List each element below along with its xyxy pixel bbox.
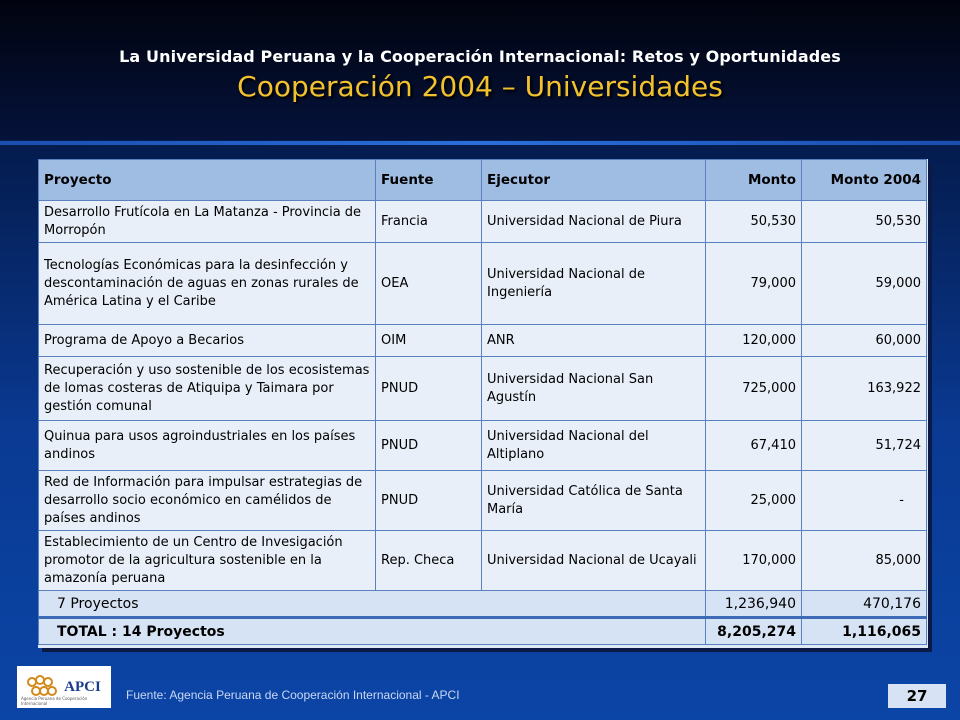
cell-ejecutor: Universidad Nacional de Ucayali <box>482 531 706 591</box>
cell-monto-2004: 51,724 <box>802 421 927 471</box>
column-header-proyecto: Proyecto <box>39 160 376 201</box>
total-monto: 8,205,274 <box>706 618 802 645</box>
cell-fuente: PNUD <box>376 357 482 421</box>
cell-monto: 25,000 <box>706 471 802 531</box>
cell-monto: 67,410 <box>706 421 802 471</box>
column-header-monto: Monto <box>706 160 802 201</box>
summary-monto-2004: 470,176 <box>802 591 927 618</box>
table-header-row <box>39 160 927 201</box>
cell-fuente: PNUD <box>376 421 482 471</box>
cell-proyecto: Recuperación y uso sostenible de los ecosistemas de lomas costeras de Atiquipa y Taimara por gestión comunal <box>39 357 376 421</box>
cell-monto-2004: 163,922 <box>802 357 927 421</box>
table-row <box>39 325 927 357</box>
cell-monto: 79,000 <box>706 243 802 325</box>
projects-table <box>38 159 927 645</box>
summary-monto: 1,236,940 <box>706 591 802 618</box>
cell-fuente: OEA <box>376 243 482 325</box>
column-header-ejecutor: Ejecutor <box>482 160 706 201</box>
total-row <box>39 618 927 645</box>
logo-text: APCI <box>64 678 101 695</box>
cell-fuente: Francia <box>376 201 482 243</box>
cell-ejecutor: Universidad Nacional del Altiplano <box>482 421 706 471</box>
table-row <box>39 471 927 531</box>
column-header-monto-2004: Monto 2004 <box>802 160 927 201</box>
cell-monto-2004: 50,530 <box>802 201 927 243</box>
cell-monto-2004: - <box>802 471 927 531</box>
cell-ejecutor: Universidad Nacional de Piura <box>482 201 706 243</box>
cell-proyecto: Red de Información para impulsar estrategias de desarrollo socio económico en camélidos de países andinos <box>39 471 376 531</box>
cell-proyecto: Establecimiento de un Centro de Invesigación promotor de la agricultura sostenible en la amazonía peruana <box>39 531 376 591</box>
cell-proyecto: Tecnologías Económicas para la desinfección y descontaminación de aguas en zonas rurales de América Latina y el Caribe <box>39 243 376 325</box>
header-divider <box>0 141 960 145</box>
cell-monto-2004: 85,000 <box>802 531 927 591</box>
cell-proyecto: Quinua para usos agroindustriales en los países andinos <box>39 421 376 471</box>
cell-monto-2004: 59,000 <box>802 243 927 325</box>
apci-logo <box>17 666 111 708</box>
total-monto-2004: 1,116,065 <box>802 618 927 645</box>
summary-label: 7 Proyectos <box>39 591 706 618</box>
cell-monto: 725,000 <box>706 357 802 421</box>
cell-ejecutor: Universidad Católica de Santa María <box>482 471 706 531</box>
column-header-fuente: Fuente <box>376 160 482 201</box>
table-row <box>39 531 927 591</box>
page-number: 27 <box>888 684 946 708</box>
cell-monto-2004: 60,000 <box>802 325 927 357</box>
cell-ejecutor: ANR <box>482 325 706 357</box>
slide-title: Cooperación 2004 – Universidades <box>237 70 723 103</box>
table-row <box>39 421 927 471</box>
cell-monto: 170,000 <box>706 531 802 591</box>
cell-ejecutor: Universidad Nacional San Agustín <box>482 357 706 421</box>
table-row <box>39 243 927 325</box>
cell-monto: 120,000 <box>706 325 802 357</box>
cell-proyecto: Programa de Apoyo a Becarios <box>39 325 376 357</box>
projects-table-container <box>38 159 928 648</box>
slide-subtitle: La Universidad Peruana y la Cooperación Internacional: Retos y Oportunidades <box>119 47 841 66</box>
total-label: TOTAL : 14 Proyectos <box>39 618 706 645</box>
cell-fuente: PNUD <box>376 471 482 531</box>
cell-proyecto: Desarrollo Frutícola en La Matanza - Provincia de Morropón <box>39 201 376 243</box>
cell-ejecutor: Universidad Nacional de Ingeniería <box>482 243 706 325</box>
cell-fuente: Rep. Checa <box>376 531 482 591</box>
cell-fuente: OIM <box>376 325 482 357</box>
logo-subtext: Agencia Peruana de Cooperación Internacional <box>21 696 88 706</box>
summary-row <box>39 591 927 618</box>
cell-monto: 50,530 <box>706 201 802 243</box>
table-row <box>39 201 927 243</box>
source-note: Fuente: Agencia Peruana de Cooperación Internacional - APCI <box>126 688 460 702</box>
table-row <box>39 357 927 421</box>
